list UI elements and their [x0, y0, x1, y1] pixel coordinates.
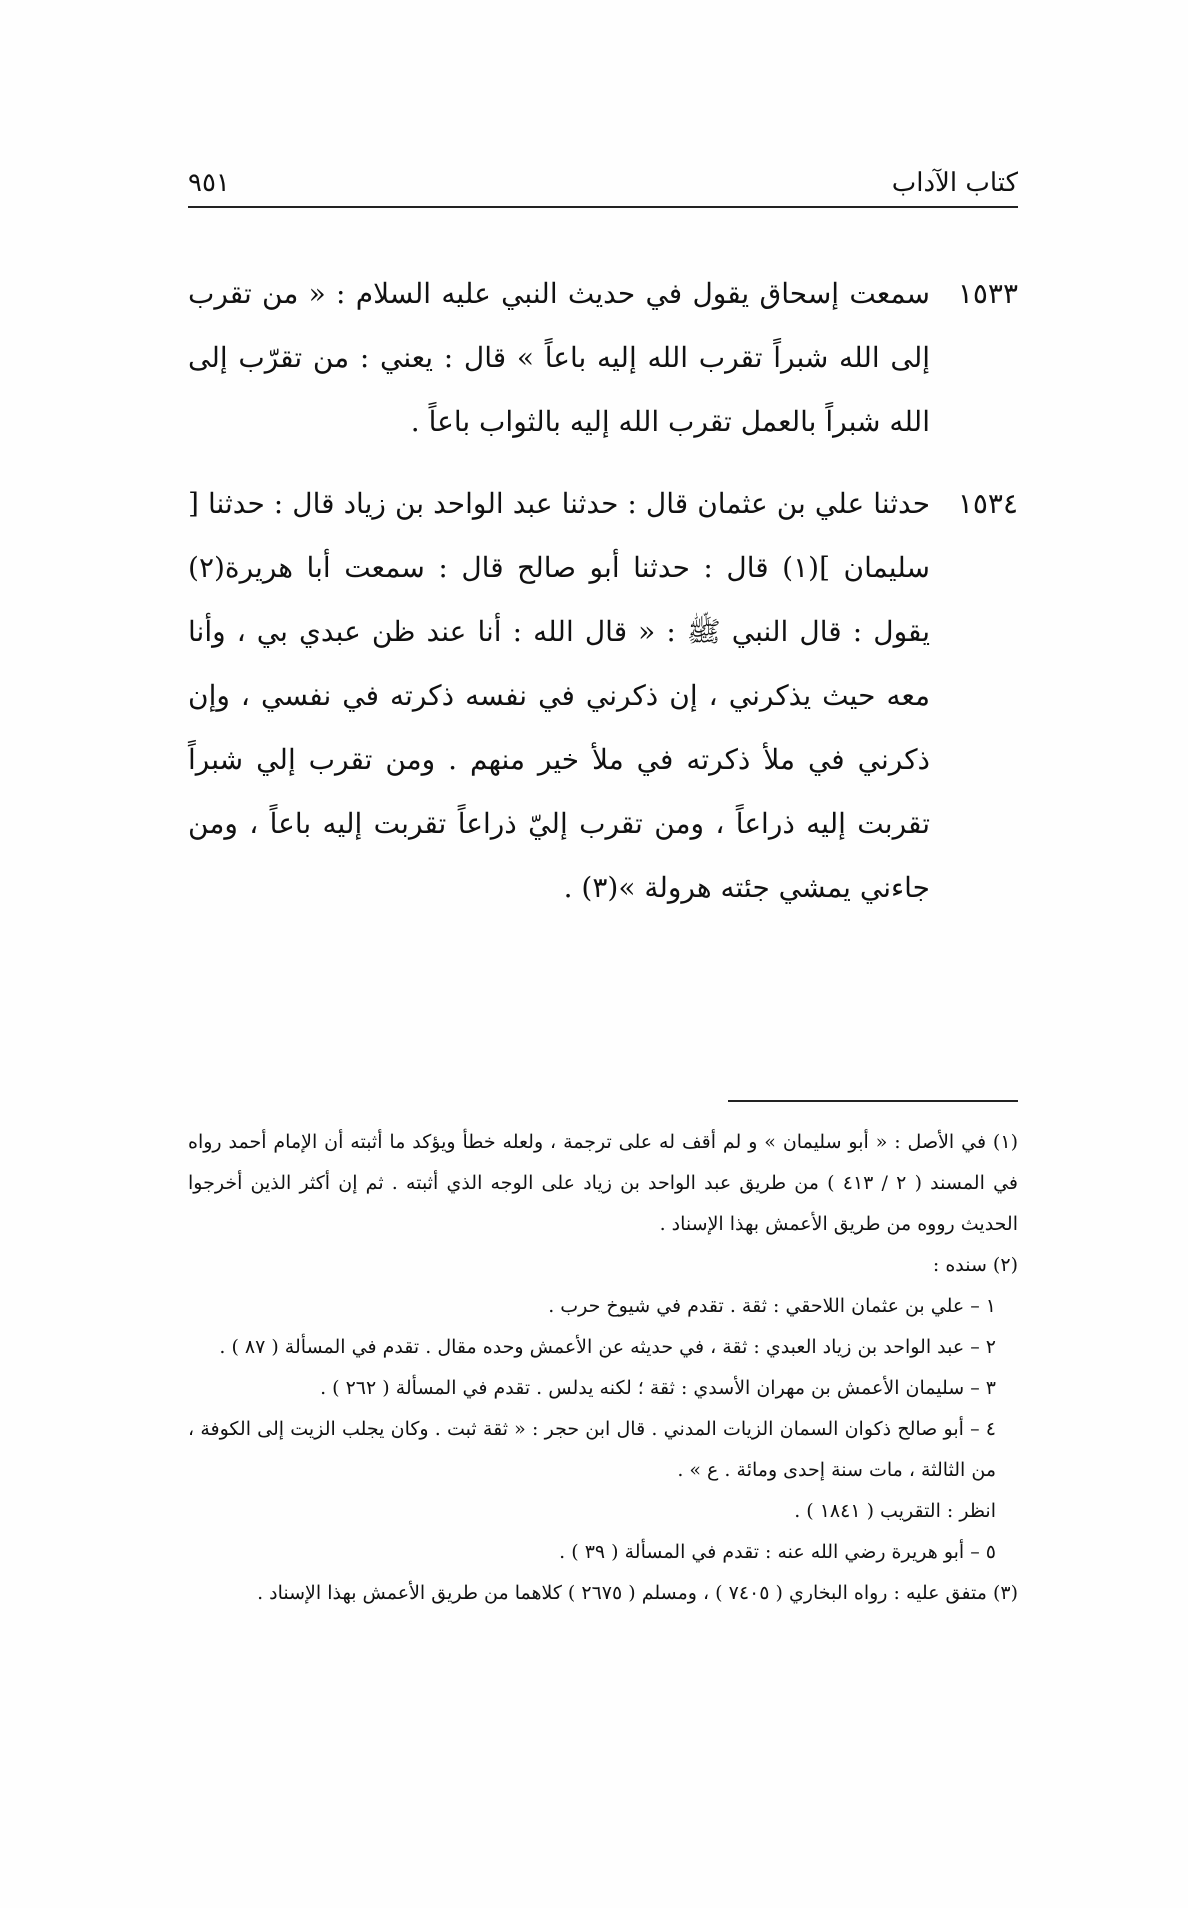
- footnote-2-item: انظر : التقريب ( ١٨٤١ ) .: [794, 1500, 996, 1522]
- main-text: [188, 262, 1018, 938]
- entry-number: ١٥٣٣: [957, 277, 1018, 310]
- footnote-2-item: ١ – علي بن عثمان اللاحقي : ثقة . تقدم في شيوخ حرب .: [548, 1295, 996, 1317]
- entry-text: سمعت إسحاق يقول في حديث النبي عليه السلام : « من تقرب إلى الله شبراً تقرب الله إليه باعاً » قال : يعني : من تقرّب إلى الله شبراً بالعمل تقرب الله إليه بالثواب باعاً .: [188, 277, 930, 438]
- footnote-2-item: ٣ – سليمان الأعمش بن مهران الأسدي : ثقة ؛ لكنه يدلس . تقدم في المسألة ( ٢٦٢ ) .: [320, 1377, 996, 1399]
- footnote-1: (١) في الأصل : « أبو سليمان » و لم أقف له على ترجمة ، ولعله خطأ ويؤكد ما أثبته أن الإمام أحمد رواه في المسند ( ٢ / ٤١٣ ) من طريق عبد الواحد بن زياد على الوجه الذي أثبته . ثم إن أكثر الذين أخرجوا الحديث رووه من طريق الأعمش بهذا الإسناد .: [188, 1131, 1018, 1235]
- footnote-divider: [728, 1100, 1018, 1102]
- entry-text: حدثنا علي بن عثمان قال : حدثنا عبد الواحد بن زياد قال : حدثنا [ سليمان ](١) قال : حدثنا أبو صالح قال : سمعت أبا هريرة(٢) يقول : قال النبي ﷺ : « قال الله : أنا عند ظن عبدي بي ، وأنا معه حيث يذكرني ، إن ذكرني في نفسه ذكرته في نفسي ، وإن ذكرني في ملأ ذكرته في ملأ خير منهم . ومن تقرب إلي شبراً تقربت إليه ذراعاً ، ومن تقرب إليّ ذراعاً تقربت إليه باعاً ، ومن جاءني يمشي جئته هرولة »(٣) .: [188, 487, 930, 904]
- page-header: [188, 168, 1018, 208]
- entry-number: ١٥٣٤: [957, 487, 1018, 520]
- footnote-3: (٣) متفق عليه : رواه البخاري ( ٧٤٠٥ ) ، ومسلم ( ٢٦٧٥ ) كلاهما من طريق الأعمش بهذا الإسناد .: [257, 1582, 1018, 1604]
- footnotes: [188, 1122, 1018, 1614]
- footnote-2-item: ٤ – أبو صالح ذكوان السمان الزيات المدني . قال ابن حجر : « ثقة ثبت . وكان يجلب الزيت إلى الكوفة ، من الثالثة ، مات سنة إحدى ومائة . ع » .: [188, 1418, 996, 1481]
- header-divider: [188, 206, 1018, 208]
- footnote-2-item: ٥ – أبو هريرة رضي الله عنه : تقدم في المسألة ( ٣٩ ) .: [559, 1541, 996, 1563]
- entry-1534: [188, 472, 1018, 920]
- page-number: ٩٥١: [188, 168, 230, 198]
- book-title: كتاب الآداب: [891, 168, 1018, 198]
- footnote-2-item: ٢ – عبد الواحد بن زياد العبدي : ثقة ، في حديثه عن الأعمش وحده مقال . تقدم في المسألة ( ٨٧ ) .: [219, 1336, 996, 1358]
- footnote-2-heading: (٢) سنده :: [932, 1254, 1018, 1276]
- entry-1533: [188, 262, 1018, 454]
